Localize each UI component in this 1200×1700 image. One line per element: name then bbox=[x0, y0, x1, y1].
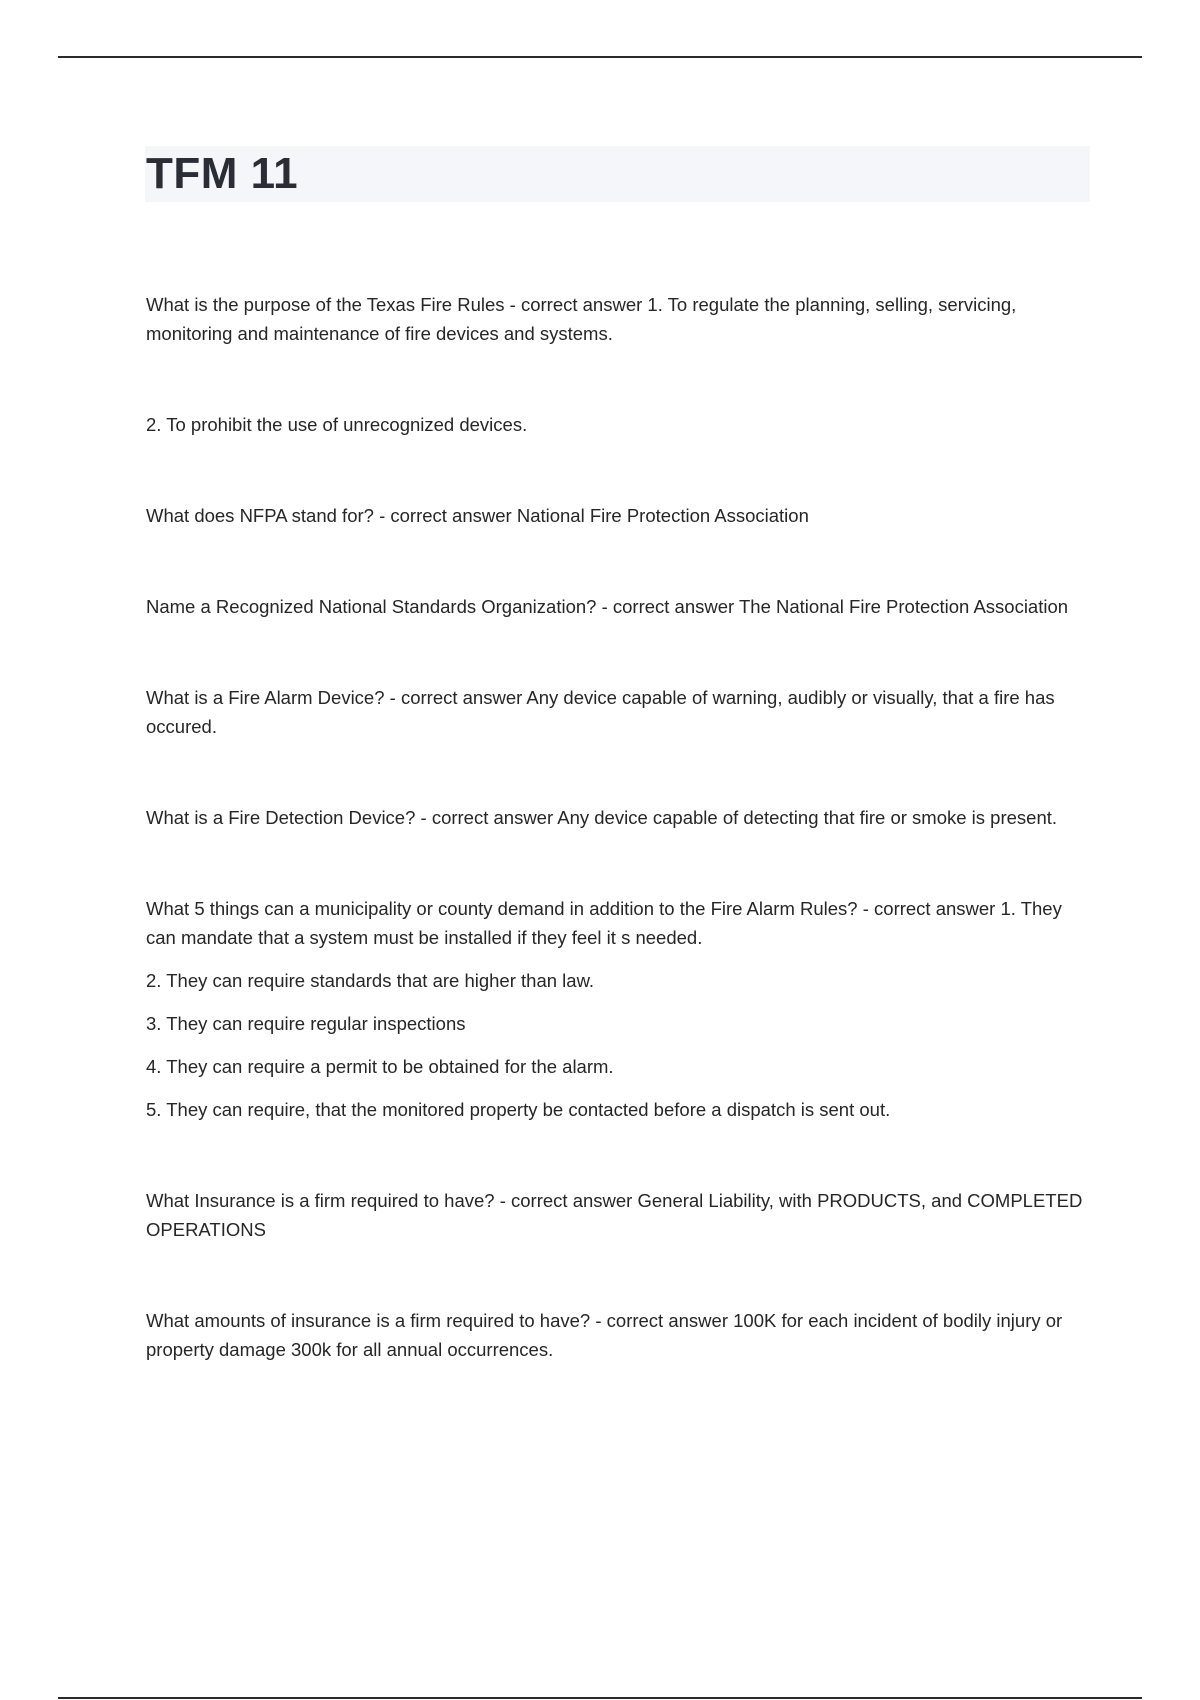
top-divider bbox=[58, 56, 1142, 58]
list-item: 2. They can require standards that are higher than law. bbox=[146, 970, 595, 991]
list-item: 5. They can require, that the monitored property be contacted before a dispatch is sent out. bbox=[146, 1099, 891, 1120]
qa-paragraph: What does NFPA stand for? - correct answer National Fire Protection Association bbox=[146, 505, 809, 526]
bottom-divider bbox=[58, 1697, 1142, 1699]
list-item: 4. They can require a permit to be obtained for the alarm. bbox=[146, 1056, 614, 1077]
list-item: 3. They can require regular inspections bbox=[146, 1013, 466, 1034]
qa-paragraph: Name a Recognized National Standards Organization? - correct answer The National Fire Protection Association bbox=[146, 596, 1069, 617]
qa-paragraph: What is a Fire Alarm Device? - correct answer Any device capable of warning, audibly or visually, that a fire has occured. bbox=[146, 687, 1055, 737]
document-body bbox=[146, 290, 1086, 1364]
qa-paragraph: What is the purpose of the Texas Fire Rules - correct answer 1. To regulate the planning, selling, servicing, monitoring and maintenance of fire devices and systems. bbox=[146, 294, 1017, 344]
qa-paragraph: What 5 things can a municipality or county demand in addition to the Fire Alarm Rules? - correct answer 1. They can mandate that a system must be installed if they feel it s needed. bbox=[146, 898, 1062, 948]
document-title: TFM 11 bbox=[146, 149, 299, 198]
qa-paragraph: What Insurance is a firm required to have? - correct answer General Liability, with PRODUCTS, and COMPLETED OPERATIONS bbox=[146, 1190, 1083, 1240]
qa-paragraph: 2. To prohibit the use of unrecognized devices. bbox=[146, 414, 528, 435]
qa-paragraph: What amounts of insurance is a firm required to have? - correct answer 100K for each incident of bodily injury or property damage 300k for all annual occurrences. bbox=[146, 1310, 1063, 1360]
qa-paragraph: What is a Fire Detection Device? - correct answer Any device capable of detecting that fire or smoke is present. bbox=[146, 807, 1058, 828]
